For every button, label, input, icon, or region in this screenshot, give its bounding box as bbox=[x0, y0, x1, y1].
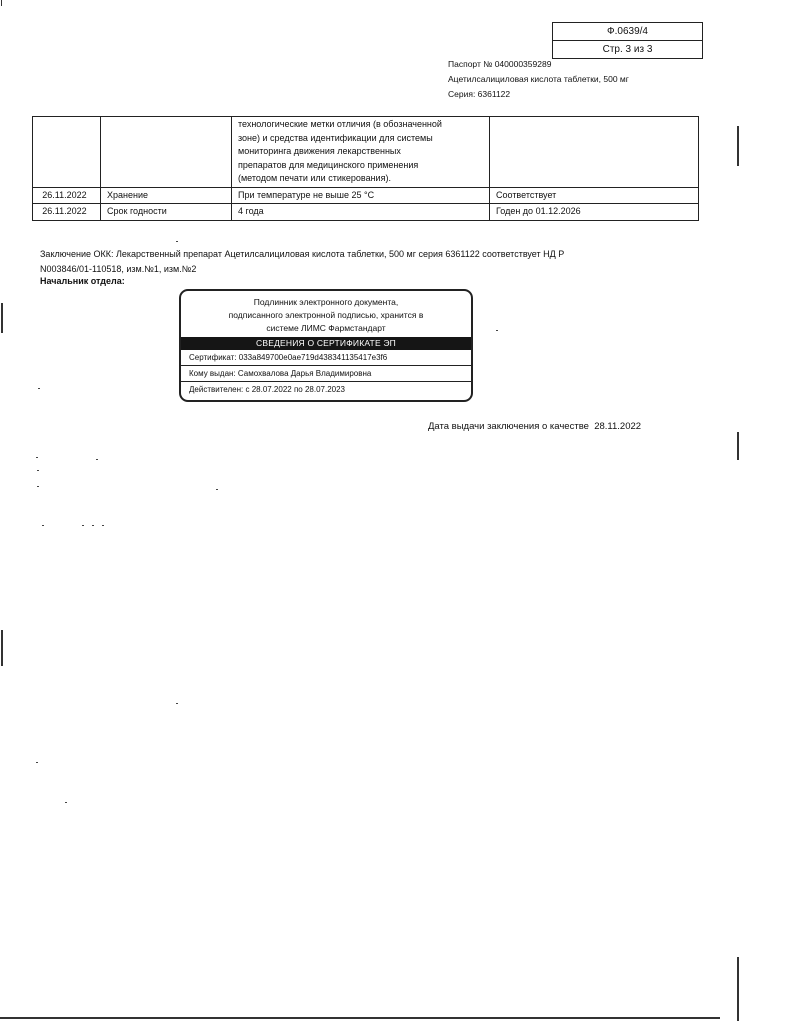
stamp-header: СВЕДЕНИЯ О СЕРТИФИКАТЕ ЭП bbox=[181, 337, 471, 350]
scan-speck bbox=[96, 459, 98, 460]
scan-edge-line bbox=[737, 126, 739, 166]
scan-speck bbox=[496, 330, 498, 331]
requirement-line: препаратов для медицинского применения bbox=[238, 159, 419, 170]
passport-number: Паспорт № 040000359289 bbox=[448, 59, 552, 69]
row-result bbox=[490, 117, 699, 188]
scan-speck bbox=[82, 525, 84, 526]
scan-speck bbox=[37, 486, 39, 487]
issued-to-label: Кому выдан: bbox=[189, 369, 236, 378]
scan-bottom-line bbox=[0, 1017, 720, 1019]
stamp-intro-line: подписанного электронной подписью, хранится в bbox=[228, 310, 424, 320]
row-date bbox=[33, 117, 101, 188]
issue-date-value: 28.11.2022 bbox=[594, 421, 642, 432]
qc-conclusion bbox=[40, 247, 600, 277]
scan-edge-line bbox=[1, 630, 3, 666]
conclusion-line: Заключение ОКК: Лекарственный препарат Ацетилсалициловая кислота таблетки, 500 мг серия 6361122 соответствует НД Р bbox=[40, 249, 565, 259]
row-parameter bbox=[101, 117, 232, 188]
requirement-line: мониторинга движения лекарственных bbox=[238, 146, 401, 156]
form-code: Ф.0639/4 bbox=[607, 26, 648, 37]
valid-value: с 28.07.2022 по 28.07.2023 bbox=[245, 385, 345, 394]
row-date: 26.11.2022 bbox=[33, 187, 101, 204]
scan-edge-line bbox=[1, 0, 2, 6]
passport-series: Серия: 6361122 bbox=[448, 89, 511, 99]
row-requirement bbox=[232, 117, 490, 188]
stamp-intro bbox=[181, 296, 471, 335]
scan-speck bbox=[65, 802, 67, 803]
row-result: Годен до 01.12.2026 bbox=[490, 204, 699, 221]
passport-product: Ацетилсалициловая кислота таблетки, 500 мг bbox=[448, 74, 629, 84]
certificate-label: Сертификат: bbox=[189, 353, 237, 362]
scan-speck bbox=[176, 703, 178, 704]
row-requirement: При температуре не выше 25 °С bbox=[232, 187, 490, 204]
valid-label: Действителен: bbox=[189, 385, 244, 394]
table-row bbox=[33, 117, 699, 188]
requirement-line: (методом печати или стикерования). bbox=[238, 173, 391, 183]
row-requirement: 4 года bbox=[232, 204, 490, 221]
stamp-validity bbox=[181, 382, 471, 397]
e-signature-stamp bbox=[179, 289, 473, 402]
row-date: 26.11.2022 bbox=[33, 204, 101, 221]
scan-edge-line bbox=[737, 432, 739, 460]
stamp-intro-line: Подлинник электронного документа, bbox=[253, 297, 399, 307]
scan-speck bbox=[102, 525, 104, 526]
requirement-line: технологические метки отличия (в обозначенной bbox=[238, 119, 442, 129]
page-number: Стр. 3 из 3 bbox=[553, 40, 702, 58]
results-table bbox=[32, 116, 699, 221]
certificate-value: 033a849700e0ae719d438341135417e3f6 bbox=[238, 353, 388, 362]
scan-speck bbox=[37, 470, 39, 471]
head-of-department-label: Начальник отдела: bbox=[40, 276, 125, 286]
scan-edge-line bbox=[737, 957, 739, 1021]
issued-to-value: Самохвалова Дарья Владимировна bbox=[237, 369, 372, 378]
table-row bbox=[33, 204, 699, 221]
row-result: Соответствует bbox=[490, 187, 699, 204]
stamp-certificate bbox=[181, 350, 471, 366]
form-code-box bbox=[552, 22, 703, 59]
stamp-issued-to bbox=[181, 366, 471, 382]
scan-speck bbox=[216, 489, 218, 490]
row-parameter: Хранение bbox=[101, 187, 232, 204]
stamp-intro-line: системе ЛИМС Фармстандарт bbox=[266, 323, 386, 333]
issue-date-label: Дата выдачи заключения о качестве bbox=[428, 421, 589, 432]
conclusion-line: N003846/01-110518, изм.№1, изм.№2 bbox=[40, 264, 197, 274]
issue-date bbox=[428, 421, 641, 432]
scan-edge-line bbox=[1, 303, 3, 333]
scan-speck bbox=[36, 762, 38, 763]
scan-speck bbox=[176, 241, 178, 242]
table-row bbox=[33, 187, 699, 204]
requirement-line: зоне) и средства идентификации для системы bbox=[238, 132, 433, 143]
scan-speck bbox=[42, 525, 44, 526]
scan-speck bbox=[92, 525, 94, 526]
passport-header bbox=[448, 57, 629, 102]
row-parameter: Срок годности bbox=[101, 204, 232, 221]
scan-speck bbox=[36, 457, 38, 458]
scan-speck bbox=[38, 388, 40, 389]
